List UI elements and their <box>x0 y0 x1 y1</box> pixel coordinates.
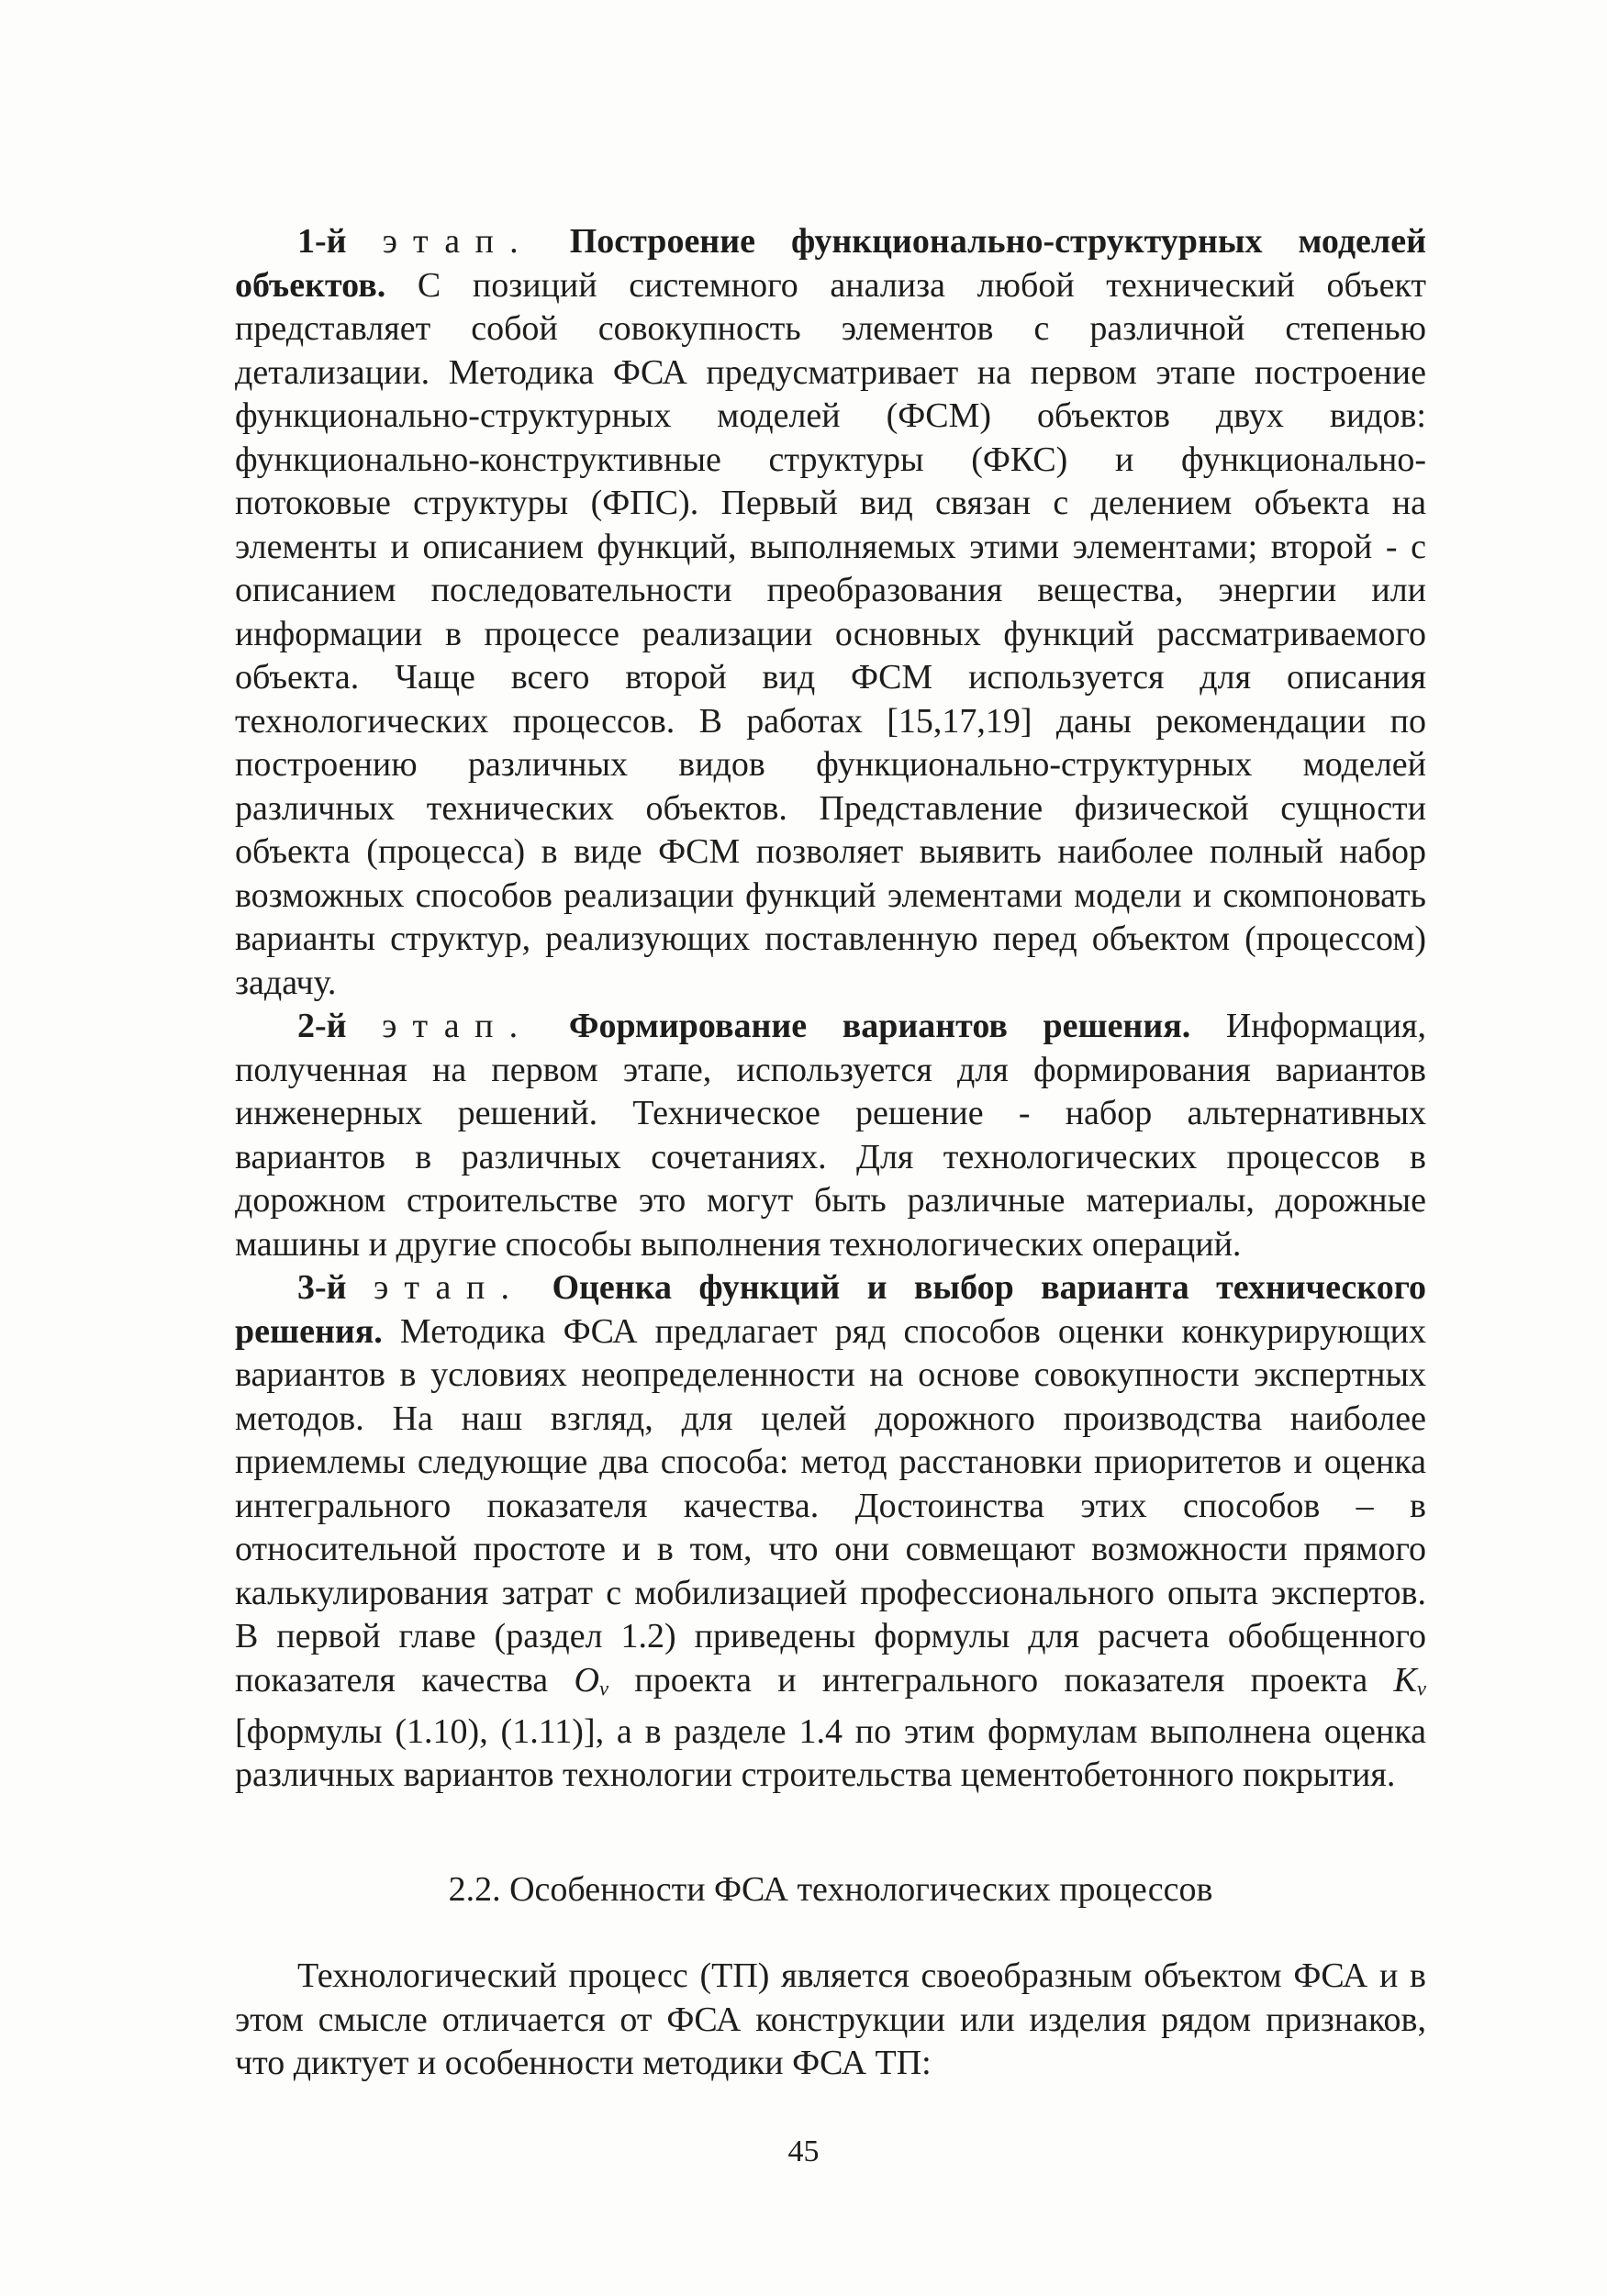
integral-index-symbol <box>1394 1661 1426 1700</box>
integral-index-letter: K <box>1393 1660 1417 1700</box>
stage-1-number: 1-й <box>297 222 347 261</box>
stage-1-title: Построение функционально-структурных моделей объектов. <box>235 222 1427 305</box>
quality-index-subscript: v <box>598 1677 609 1700</box>
body-text <box>235 220 1426 1798</box>
stage-1-paragraph <box>235 220 1426 1005</box>
integral-index-subscript: v <box>1416 1677 1427 1700</box>
stage-3-text-a: Методика ФСА предлагает ряд способов оценки конкурирующих вариантов в условиях неопределенности на основе совокупности экспертных методов. На наш взгляд, для целей дорожного производства наиболее приемлемы следующие два способа: метод расстановки приоритетов и оценка интегрального показателя качества. Достоинства этих способов – в относительной простоте и в том, что они совмещают возможности прямого калькулирования затрат с мобилизацией профессионального опыта экспертов. В первой главе (раздел 1.2) приведены формулы для расчета обобщенного показателя качества <box>235 1311 1426 1700</box>
stage-2-word: этап. <box>382 1007 534 1045</box>
stage-3-text-c: [формулы (1.10), (1.11)], а в разделе 1.4 по этим формулам выполнена оценка различных вариантов технологии строительства цементобетонного покрытия. <box>235 1711 1426 1795</box>
quality-index-symbol <box>574 1661 608 1700</box>
stage-3-paragraph <box>235 1266 1426 1798</box>
stage-3-number: 3-й <box>297 1268 347 1307</box>
stage-3-text-b: проекта и интегрального показателя проекта <box>634 1660 1368 1700</box>
stage-2-number: 2-й <box>297 1007 347 1045</box>
stage-2-paragraph <box>235 1005 1426 1266</box>
stage-1-word: этап. <box>382 222 534 261</box>
intro-paragraph: Технологический процесс (ТП) является своеобразным объектом ФСА и в этом смысле отличается от ФСА конструкции или изделия рядом признаков, что диктует и особенности методики ФСА ТП: <box>235 1956 1426 2082</box>
stage-3-title: Оценка функций и выбор варианта технического решения. <box>235 1268 1426 1351</box>
page-number: 45 <box>787 2134 820 2168</box>
stage-2-title: Формирование вариантов решения. <box>568 1007 1191 1045</box>
stage-3-word: этап. <box>373 1268 526 1307</box>
section-heading: 2.2. Особенности ФСА технологических процессов <box>448 1870 1213 1909</box>
stage-2-text: Информация, полученная на первом этапе, используется для формирования вариантов инженерных решений. Техническое решение - набор альтернативных вариантов в различных сочетаниях. Для технологических процессов в дорожном строительстве это могут быть различные материалы, дорожные машины и другие способы выполнения технологических операций. <box>235 1007 1426 1264</box>
quality-index-letter: O <box>574 1660 599 1700</box>
stage-1-text: С позиций системного анализа любой технический объект представляет собой совокупность элементов с различной степенью детализации. Методика ФСА предусматривает на первом этапе построение функционально-структурных моделей (ФСМ) объектов двух видов: функционально-конструктивные структуры (ФКС) и функционально-потоковые структуры (ФПС). Первый вид связан с делением объекта на элементы и описанием функций, выполняемых этими элементами; второй - с описанием последовательности преобразования вещества, энергии или информации в процессе реализации основных функций рассматриваемого объекта. Чаще всего второй вид ФСМ используется для описания технологических процессов. В работах [15,17,19] даны рекомендации по построению различных видов функционально-структурных моделей различных технических объектов. Представление физической сущности объекта (процесса) в виде ФСМ позволяет выявить наиболее полный набор возможных способов реализации функций элементами модели и скомпоновать варианты структур, реализующих поставленную перед объектом (процессом) задачу. <box>235 265 1426 1002</box>
